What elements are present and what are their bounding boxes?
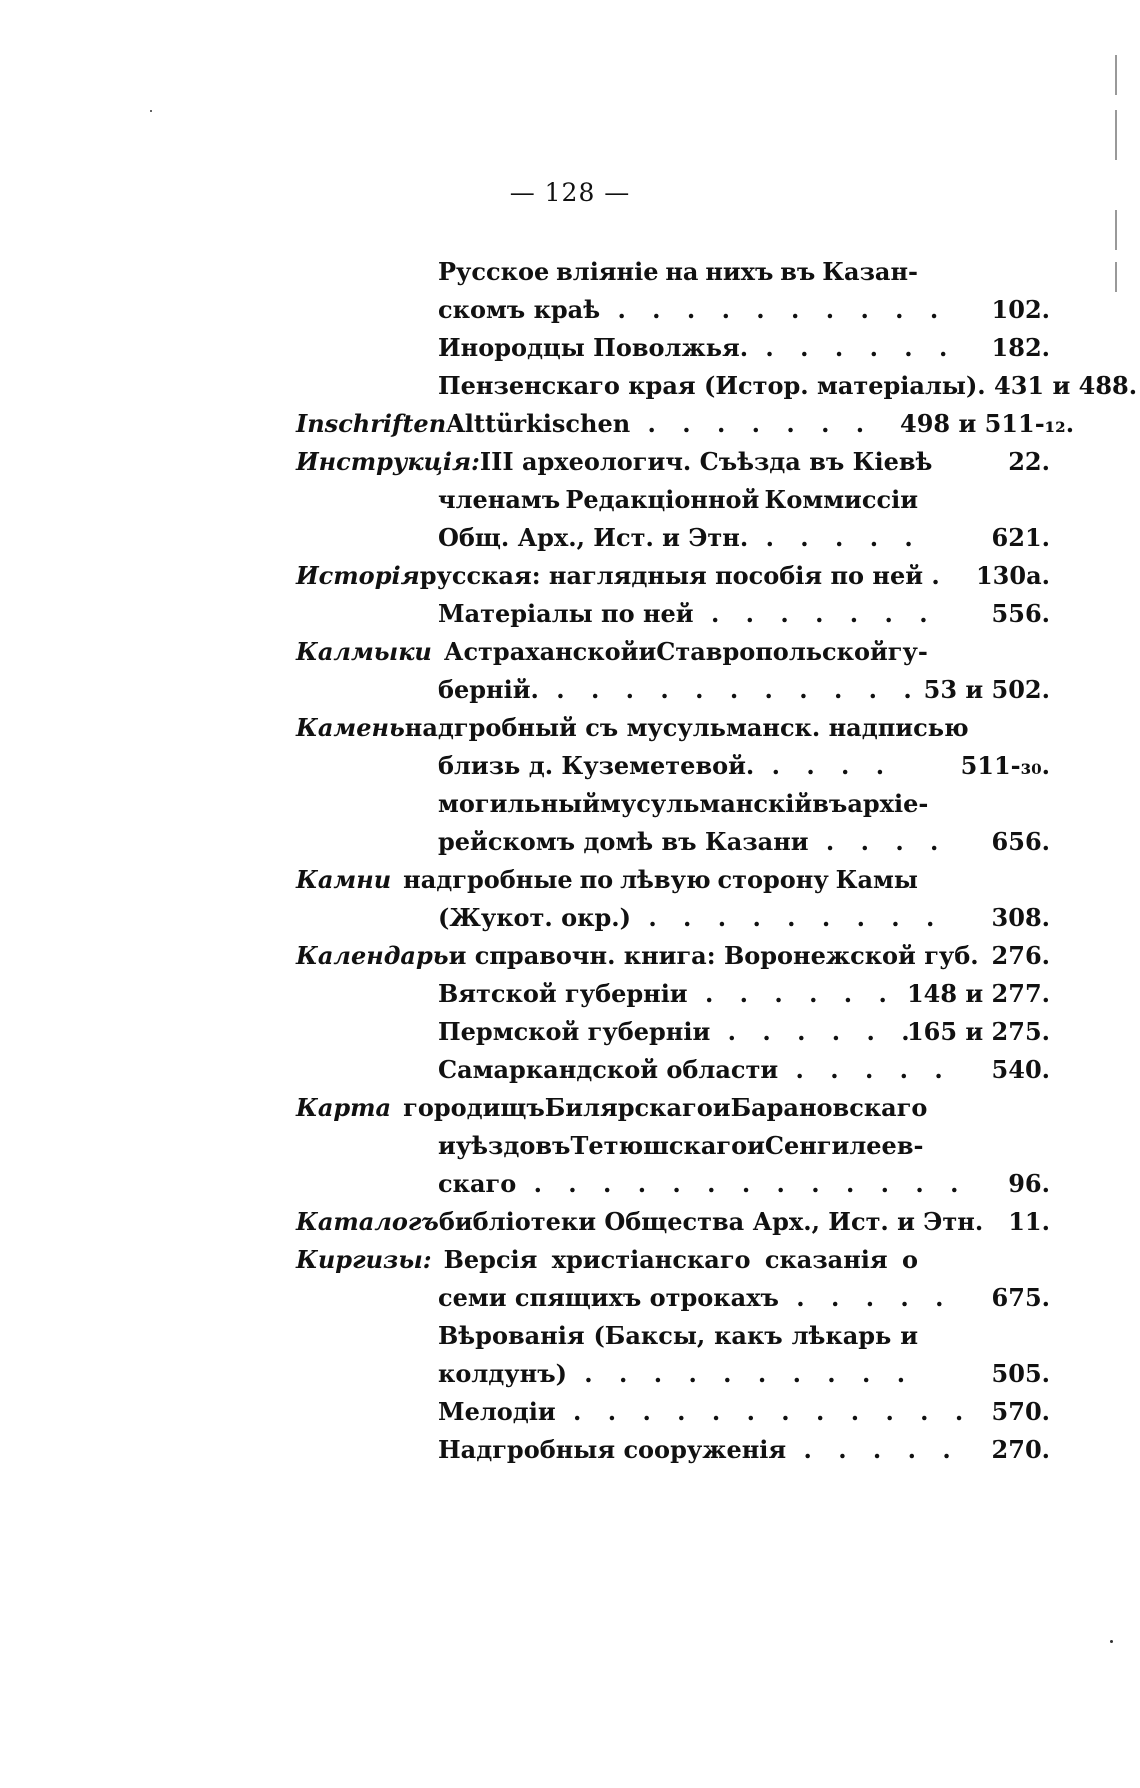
entry-text: Пензенскаго края (Истор. матеріалы). 431 и 488. [438,371,1138,400]
entry-word: вліяніе [556,257,659,286]
entry-heading: Inschriften [296,409,447,438]
entry-text: Надгробныя сооруженія [438,1435,787,1464]
entry-text: (Жукот. окр.) [438,903,631,932]
entry-word: Билярскаго [544,1093,713,1122]
page-reference: 96. [1008,1169,1050,1198]
entry-word: Версія [443,1245,538,1274]
index-line [296,1204,983,1240]
index-line [438,1318,918,1354]
entry-word: Сенгилеев- [764,1131,924,1160]
entry-text: Мелодіи [438,1397,556,1426]
entry-heading: Киргизы: [296,1245,432,1274]
entry-word: членамъ [438,485,561,514]
entry-word: надгробные [403,865,573,894]
index-line [438,748,893,784]
entry-text [438,482,918,518]
entry-word: Редакціонной [565,485,760,514]
entry-word: лѣвую [620,865,711,894]
entry-text [438,786,928,822]
entry-word: и [638,637,657,666]
leader-dots: . . . . . [778,1283,953,1312]
entry-text: III археологич. Съѣзда въ Кіевѣ [479,447,933,476]
index-line [438,1394,972,1430]
entry-text [438,1128,923,1164]
entry-word: въ [812,789,848,818]
entry-heading: Карта [296,1093,392,1122]
leader-dots: . . . . . [778,1055,952,1084]
page-reference: 621. [991,523,1050,552]
entry-text: берній. [438,675,539,704]
leader-dots: . . . . . . . . . . . . [555,1397,973,1426]
page-reference: 270. [991,1435,1050,1464]
leader-dots: . . . . . . . . . [630,903,944,932]
entry-text: скомъ краѣ [438,295,601,324]
entry-text: Инородцы Поволжья. [438,333,749,362]
leader-dots: . . . . [808,827,948,856]
entry-word: о [901,1245,918,1274]
index-line [438,976,896,1012]
index-line [296,1090,928,1126]
index-line [296,710,969,746]
leader-dots: . . . . . . [710,1017,919,1046]
right-margin-rule [1115,110,1117,160]
index-line [438,1432,960,1468]
page-reference: 102. [991,295,1050,324]
entry-text: Alttürkischen [446,409,631,438]
entry-text: Пермской губерніи [438,1017,711,1046]
entry-text: семи спящихъ отрокахъ [438,1283,779,1312]
index-line [438,900,943,936]
entry-word: нихъ [705,257,774,286]
entry-heading: Исторія [296,561,420,590]
page-reference: 130а. [975,561,1050,590]
leader-dots: . . . . . . . [693,599,937,628]
entry-word: Русское [438,257,550,286]
entry-text [403,862,918,898]
entry-word: гу- [887,637,928,666]
entry-word: уѣздовъ [455,1131,571,1160]
entry-word: какъ [714,1321,783,1350]
entry-word: Коммиссіи [764,485,918,514]
leader-dots: . . . . . . . . . . [600,295,948,324]
index-line [438,330,956,366]
entry-word: Барановскаго [730,1093,928,1122]
index-line [438,1356,914,1392]
page-reference: 182. [991,333,1050,362]
entry-text [444,1242,918,1278]
entry-heading: Калмыки [296,637,432,666]
page-reference: 22. [1008,447,1050,476]
entry-text: рейскомъ домѣ въ Казани [438,827,809,856]
index-line [438,292,947,328]
entry-word: Тетюшскаго [570,1131,748,1160]
entry-word: и [438,1131,456,1160]
entry-text: библіотеки Общества Арх., Ист. и Этн. [438,1207,984,1236]
page-reference: 498 и 511-₁₂. [900,409,1075,438]
index-line [438,1014,919,1050]
entry-heading: Каталогъ [296,1207,439,1236]
entry-heading: Календарь [296,941,449,970]
entry-text: русская: наглядныя пособія по ней . [419,561,940,590]
index-line [296,938,979,974]
index-line [438,482,918,518]
entry-heading: Инструкція: [296,447,480,476]
entry-text [438,1318,918,1354]
entry-text [438,254,918,290]
entry-text: близь д. Куземетевой. [438,751,755,780]
entry-heading: Камни [296,865,392,894]
leader-dots: . . . . . . . . . . . . . [516,1169,968,1198]
entry-text: Вятской губерніи [438,979,688,1008]
page-reference: 53 и 502. [923,675,1050,704]
leader-dots: . . . . . . . . . . [566,1359,915,1388]
index-line [438,1052,952,1088]
page-number: — 128 — [509,178,631,207]
page-reference: 675. [991,1283,1050,1312]
index-line [438,368,1137,404]
index-line [438,254,918,290]
print-speck [1110,1640,1113,1643]
page-reference: 148 и 277. [906,979,1050,1008]
print-speck [150,110,152,112]
index-line [438,596,937,632]
page-reference: 656. [991,827,1050,856]
page-reference: 570. [991,1397,1050,1426]
index-line [438,824,947,860]
page-reference: 505. [991,1359,1050,1388]
leader-dots: . . . . [754,751,894,780]
entry-word: лѣкарь [791,1321,892,1350]
entry-heading: Камень [296,713,405,742]
entry-word: и [712,1093,731,1122]
page-reference: 276. [991,941,1050,970]
entry-word: Казан- [822,257,918,286]
page-reference: 308. [991,903,1050,932]
leader-dots: . . . . . . . . . . . [538,675,921,704]
index-line [438,1280,952,1316]
leader-dots: . . . . . . [687,979,896,1008]
index-line [438,1128,924,1164]
entry-word: на [665,257,699,286]
entry-text: надгробный съ мусульманск. надписью [404,713,969,742]
entry-word: мусульманскій [600,789,813,818]
index-line [296,862,918,898]
index-line [296,634,928,670]
entry-word: Вѣрованія [438,1321,585,1350]
entry-text: и справочн. книга: Воронежской губ. [448,941,979,970]
entry-word: сказанія [764,1245,888,1274]
entry-text: Общ. Арх., Ист. и Этн. [438,523,749,552]
entry-text [444,634,928,670]
entry-word: христіанскаго [551,1245,751,1274]
index-line [296,558,940,594]
page-reference: 511-₃₀. [960,751,1050,780]
right-margin-rule [1115,210,1117,250]
entry-word: Астраханской [443,637,639,666]
entry-text: скаго [438,1169,517,1198]
leader-dots: . . . . . [748,523,922,552]
page-reference: 540. [991,1055,1050,1084]
page-reference: 11. [1008,1207,1050,1236]
page-reference: 556. [991,599,1050,628]
leader-dots: . . . . . . . [630,409,874,438]
right-margin-rule [1115,262,1117,292]
index-line [296,406,873,442]
leader-dots: . . . . . [786,1435,960,1464]
entry-word: Камы [835,865,918,894]
entry-word: и [747,1131,765,1160]
index-line [438,1166,967,1202]
entry-text: Матеріалы по ней [438,599,694,628]
entry-word: и [900,1321,918,1350]
index-line [438,520,922,556]
leader-dots: . . . . . . [748,333,957,362]
entry-word: могильный [438,789,600,818]
entry-word: сторону [717,865,829,894]
index-line [296,444,932,480]
entry-text: Самаркандской области [438,1055,779,1084]
right-margin-rule [1115,55,1117,95]
page-reference: 165 и 275. [906,1017,1050,1046]
entry-word: архіе- [847,789,929,818]
entry-word: (Баксы, [593,1321,706,1350]
index-line [438,786,929,822]
entry-word: городищъ [403,1093,545,1122]
entry-word: Ставропольской [656,637,888,666]
entry-word: въ [780,257,816,286]
entry-text: колдунъ) [438,1359,567,1388]
entry-word: по [579,865,614,894]
index-line [296,1242,918,1278]
entry-text [403,1090,927,1126]
index-line [438,672,921,708]
